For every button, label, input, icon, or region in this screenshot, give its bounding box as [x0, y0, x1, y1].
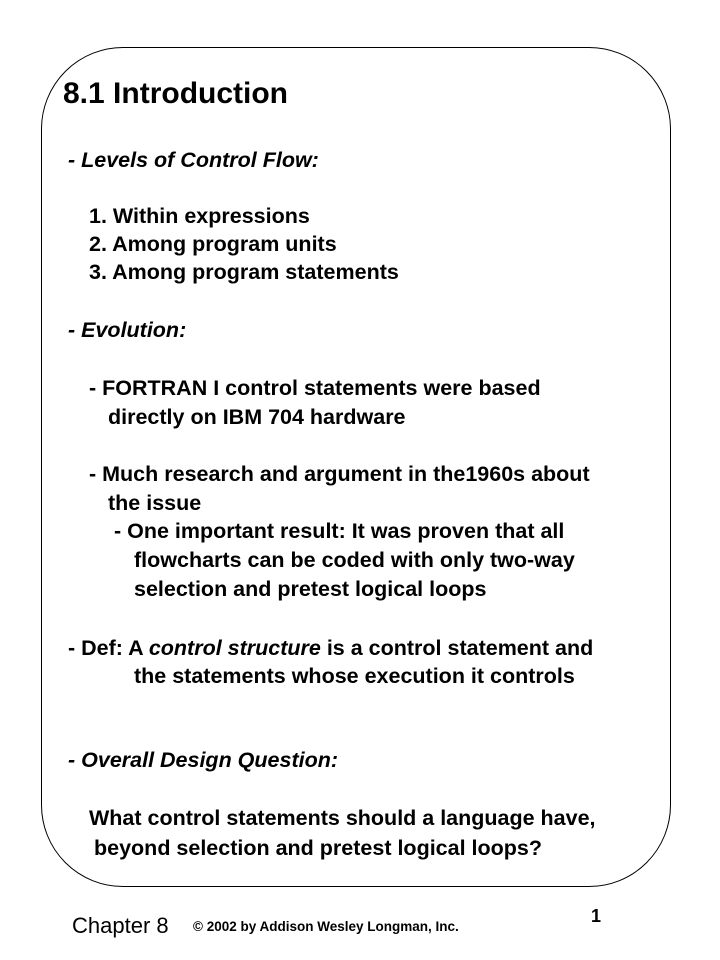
definition-line-2: the statements whose execution it controls [134, 664, 575, 688]
levels-item-3: 3. Among program statements [89, 260, 399, 284]
design-question-heading: - Overall Design Question: [68, 748, 338, 772]
levels-item-1: 1. Within expressions [89, 204, 310, 228]
evolution-heading: - Evolution: [68, 318, 187, 342]
page-number: 1 [591, 906, 602, 926]
evolution-line-1: - FORTRAN I control statements were based [89, 376, 541, 400]
question-line-2: beyond selection and pretest logical loops? [94, 836, 542, 860]
evolution-line-3: - Much research and argument in the1960s about [89, 462, 590, 486]
evolution-line-5: - One important result: It was proven that all [114, 519, 565, 543]
footer-copyright: © 2002 by Addison Wesley Longman, Inc. [193, 919, 459, 934]
evolution-line-4: the issue [108, 491, 202, 515]
question-line-1: What control statements should a language have, [89, 806, 596, 830]
definition-line-1 [68, 634, 593, 662]
definition-prefix: - Def: A [68, 636, 149, 660]
levels-item-2: 2. Among program units [89, 232, 337, 256]
evolution-line-2: directly on IBM 704 hardware [108, 405, 406, 429]
levels-heading: - Levels of Control Flow: [68, 148, 319, 172]
evolution-line-7: selection and pretest logical loops [134, 577, 487, 601]
evolution-line-6: flowcharts can be coded with only two-way [134, 548, 575, 572]
definition-suffix: is a control statement and [320, 636, 594, 660]
definition-term: control structure [148, 636, 321, 660]
slide-title: 8.1 Introduction [63, 77, 288, 110]
footer-chapter: Chapter 8 [72, 913, 169, 938]
